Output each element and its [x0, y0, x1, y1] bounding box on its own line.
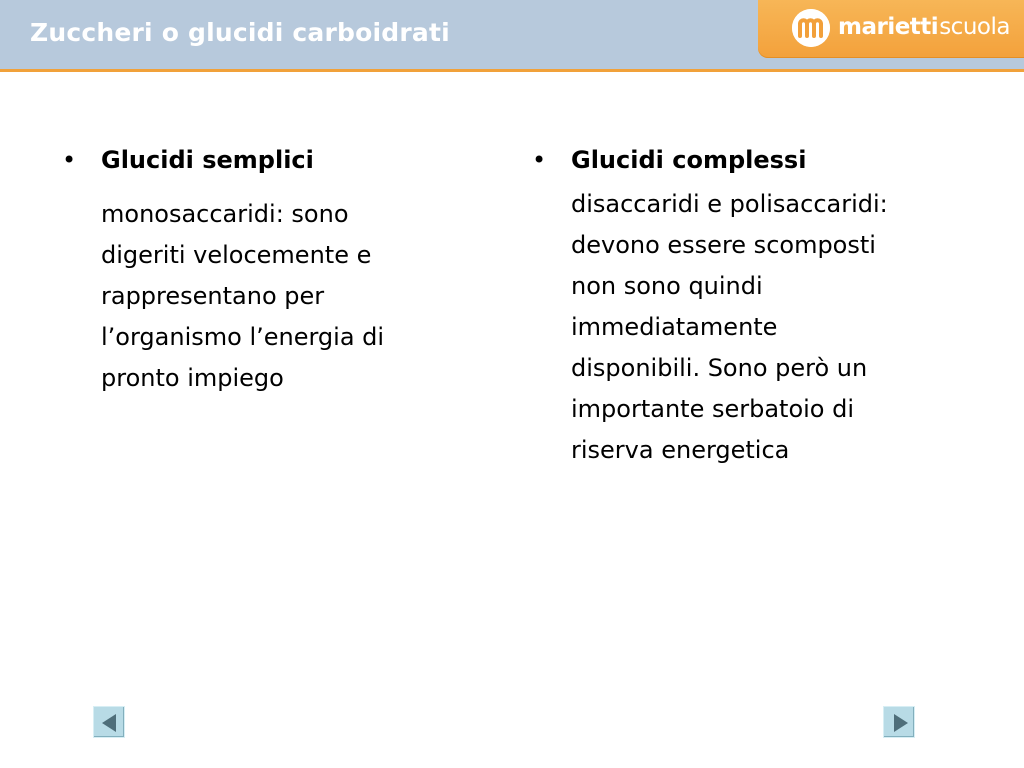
complex-carbohydrates-line-4: immediatamente: [571, 313, 778, 341]
publisher-wordmark: [838, 14, 1010, 40]
simple-carbohydrates-heading: Glucidi semplici: [101, 146, 314, 174]
next-slide-button[interactable]: [883, 706, 915, 738]
simple-carbohydrates-line-1: monosaccaridi: sono: [101, 200, 349, 228]
complex-carbohydrates-line-3: non sono quindi: [571, 272, 763, 300]
publisher-subbrand: scuola: [939, 14, 1010, 40]
simple-carbohydrates-line-2: digeriti velocemente e: [101, 241, 372, 269]
complex-carbohydrates-line-7: riserva energetica: [571, 436, 790, 464]
publisher-brand: marietti: [838, 14, 939, 40]
left-arrow-icon: [94, 707, 126, 739]
bullet-marker: •: [62, 146, 77, 174]
simple-carbohydrates-line-3: rappresentano per: [101, 282, 325, 310]
simple-carbohydrates-line-5: pronto impiego: [101, 364, 284, 392]
complex-carbohydrates-line-5: disponibili. Sono però un: [571, 354, 868, 382]
complex-carbohydrates-line-1: disaccaridi e polisaccaridi:: [571, 190, 888, 218]
right-arrow-icon: [884, 707, 916, 739]
publisher-logo: [758, 0, 1024, 58]
slide-header: [0, 0, 1024, 72]
slide-title: Zuccheri o glucidi carboidrati: [30, 18, 450, 47]
complex-carbohydrates-heading: Glucidi complessi: [571, 146, 807, 174]
bullet-marker: •: [532, 146, 547, 174]
simple-carbohydrates-line-4: l’organismo l’energia di: [101, 323, 385, 351]
previous-slide-button[interactable]: [93, 706, 125, 738]
m-logo-icon: [792, 9, 830, 47]
complex-carbohydrates-line-2: devono essere scomposti: [571, 231, 876, 259]
complex-carbohydrates-line-6: importante serbatoio di: [571, 395, 855, 423]
